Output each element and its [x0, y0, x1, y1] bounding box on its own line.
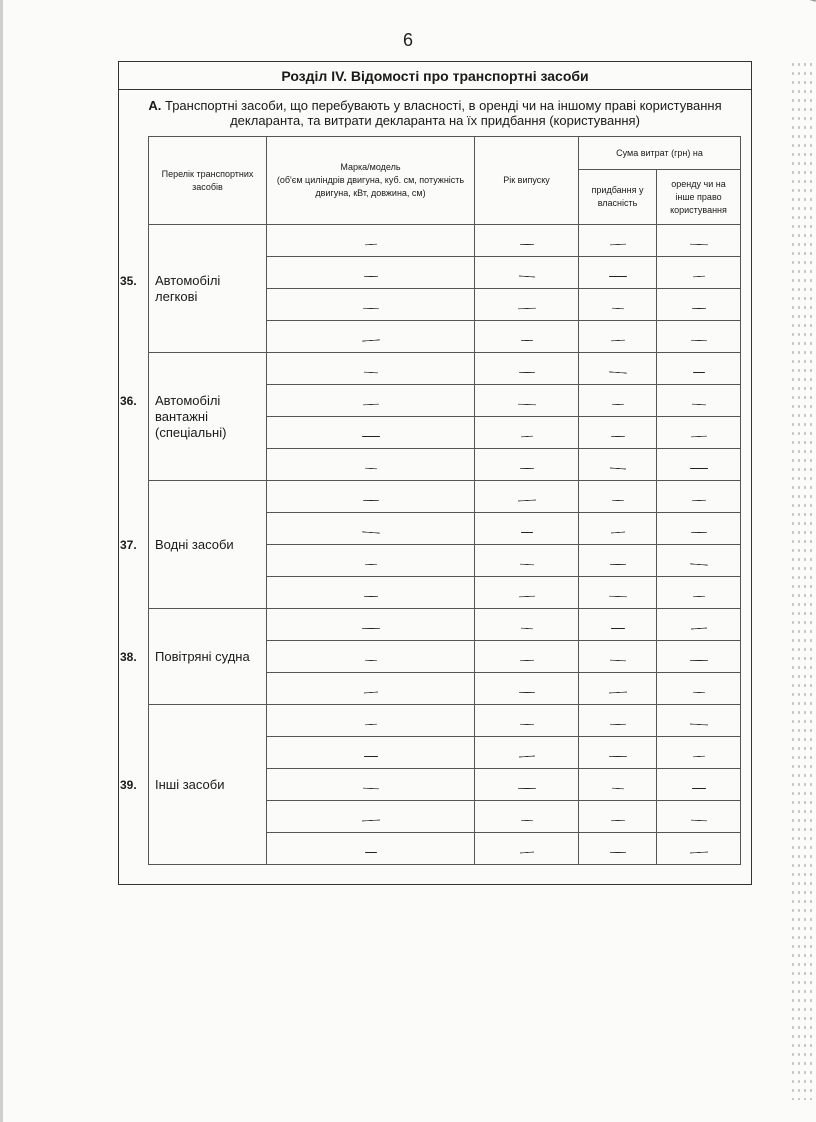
handwritten-dash [518, 691, 534, 692]
handwritten-dash [690, 531, 706, 532]
subsection-heading [119, 98, 751, 128]
handwritten-dash [692, 691, 704, 692]
handwritten-dash [363, 275, 377, 276]
handwritten-dash [365, 852, 377, 853]
empty-value-cell [267, 417, 475, 449]
empty-value-cell [579, 449, 657, 481]
header-brand [267, 137, 475, 225]
header-purchase: придбання у власність [579, 170, 657, 225]
handwritten-dash [609, 243, 625, 245]
handwritten-dash [364, 563, 376, 564]
empty-value-cell [267, 705, 475, 737]
header-year: Рік випуску [475, 137, 579, 225]
empty-value-cell [267, 385, 475, 417]
header-rent: оренду чи на інше право користування [657, 170, 741, 225]
empty-value-cell [267, 225, 475, 257]
empty-value-cell [475, 833, 579, 865]
empty-value-cell [579, 257, 657, 289]
empty-value-cell [657, 609, 741, 641]
handwritten-dash [364, 467, 376, 469]
handwritten-dash [611, 499, 623, 500]
empty-value-cell [579, 481, 657, 513]
empty-value-cell [579, 321, 657, 353]
empty-value-cell [657, 257, 741, 289]
header-sum: Сума витрат (грн) на [579, 137, 741, 170]
empty-value-cell [267, 673, 475, 705]
handwritten-dash [517, 403, 535, 405]
empty-value-cell [475, 353, 579, 385]
empty-value-cell [657, 449, 741, 481]
empty-value-cell [579, 769, 657, 801]
handwritten-dash [362, 436, 380, 437]
category-label [120, 225, 267, 353]
empty-value-cell [475, 321, 579, 353]
handwritten-dash [691, 403, 705, 405]
category-label [120, 353, 267, 481]
handwritten-dash [361, 339, 379, 341]
handwritten-dash [362, 787, 378, 789]
handwritten-dash [690, 819, 706, 821]
empty-value-cell [475, 705, 579, 737]
handwritten-dash [689, 659, 707, 660]
handwritten-dash [521, 532, 533, 533]
handwritten-dash [518, 595, 534, 597]
empty-value-cell [475, 417, 579, 449]
empty-value-cell [657, 769, 741, 801]
empty-value-cell [579, 737, 657, 769]
handwritten-dash [518, 275, 534, 277]
category-name: Автомобілі вантажні (спеціальні) [155, 392, 227, 440]
handwritten-dash [690, 435, 706, 437]
empty-value-cell [579, 545, 657, 577]
empty-value-cell [475, 641, 579, 673]
table-row [149, 225, 741, 257]
empty-value-cell [579, 513, 657, 545]
subsection-line2: декларанта, та витрати декларанта на їх придбання (користування) [230, 113, 640, 128]
empty-value-cell [657, 385, 741, 417]
empty-value-cell [475, 225, 579, 257]
empty-value-cell [475, 289, 579, 321]
handwritten-dash [609, 659, 625, 661]
handwritten-dash [689, 851, 707, 853]
empty-value-cell [657, 289, 741, 321]
empty-value-cell [657, 513, 741, 545]
category-number: 37. [120, 537, 137, 552]
handwritten-dash [519, 243, 533, 244]
empty-value-cell [579, 641, 657, 673]
empty-value-cell [475, 545, 579, 577]
handwritten-dash [692, 275, 704, 277]
empty-value-cell [475, 769, 579, 801]
empty-value-cell [657, 705, 741, 737]
empty-value-cell [475, 609, 579, 641]
page-number: 6 [402, 30, 413, 50]
empty-value-cell [657, 225, 741, 257]
category-number: 35. [120, 273, 137, 288]
empty-value-cell [475, 801, 579, 833]
handwritten-dash [520, 339, 532, 340]
handwritten-dash [609, 563, 625, 564]
empty-value-cell [267, 577, 475, 609]
handwritten-dash [611, 787, 623, 789]
handwritten-dash [519, 563, 533, 565]
header-list: Перелік транспортних засобів [149, 137, 267, 225]
category-number: 38. [120, 649, 137, 664]
handwritten-dash [689, 723, 707, 725]
handwritten-dash [692, 788, 706, 789]
empty-value-cell [657, 321, 741, 353]
handwritten-dash [361, 819, 379, 821]
empty-value-cell [657, 353, 741, 385]
empty-value-cell [579, 289, 657, 321]
handwritten-dash [610, 819, 624, 820]
category-number: 36. [120, 393, 137, 408]
empty-value-cell [579, 801, 657, 833]
handwritten-dash [691, 307, 705, 308]
handwritten-dash [363, 691, 377, 693]
section-frame [118, 61, 752, 885]
empty-value-cell [579, 417, 657, 449]
handwritten-dash [608, 595, 626, 597]
handwritten-dash [610, 339, 624, 341]
empty-value-cell [475, 481, 579, 513]
empty-value-cell [267, 545, 475, 577]
handwritten-dash [519, 659, 533, 660]
handwritten-dash [692, 755, 704, 757]
handwritten-dash [611, 307, 623, 309]
category-label [120, 481, 267, 609]
handwritten-dash [361, 627, 379, 628]
empty-value-cell [475, 449, 579, 481]
empty-value-cell [267, 641, 475, 673]
handwritten-dash [609, 276, 627, 277]
empty-value-cell [657, 833, 741, 865]
handwritten-dash [519, 851, 533, 853]
handwritten-dash [611, 628, 625, 629]
table-row [149, 609, 741, 641]
table-row [149, 481, 741, 513]
empty-value-cell [579, 609, 657, 641]
handwritten-dash [689, 243, 707, 245]
empty-value-cell [579, 673, 657, 705]
page-curl-corner [749, 0, 816, 30]
handwritten-dash [518, 755, 534, 757]
category-name: Інші засоби [155, 776, 225, 792]
handwritten-dash [519, 467, 533, 468]
handwritten-dash [364, 659, 376, 660]
empty-value-cell [267, 737, 475, 769]
empty-value-cell [579, 225, 657, 257]
empty-value-cell [579, 577, 657, 609]
empty-value-cell [267, 513, 475, 545]
empty-value-cell [267, 769, 475, 801]
scan-left-edge [0, 0, 3, 1122]
handwritten-dash [520, 819, 532, 820]
handwritten-dash [362, 499, 378, 500]
empty-value-cell [657, 673, 741, 705]
handwritten-dash [517, 787, 535, 788]
empty-value-cell [475, 737, 579, 769]
table-row [149, 705, 741, 737]
category-number: 39. [120, 777, 137, 792]
empty-value-cell [267, 609, 475, 641]
handwritten-dash [608, 691, 626, 693]
handwritten-dash [609, 851, 625, 852]
vehicles-table-body [120, 225, 741, 865]
handwritten-dash [690, 468, 708, 469]
handwritten-dash [364, 723, 376, 725]
handwritten-dash [363, 371, 377, 373]
header-brand-title: Марка/модель [340, 162, 401, 172]
empty-value-cell [579, 385, 657, 417]
section-title: Розділ IV. Відомості про транспортні засоби [119, 62, 751, 90]
empty-value-cell [267, 321, 475, 353]
empty-value-cell [475, 673, 579, 705]
handwritten-dash [517, 499, 535, 501]
handwritten-dash [690, 627, 706, 629]
subsection-letter: А. [148, 98, 162, 113]
handwritten-dash [363, 595, 377, 596]
binding-perforation [790, 60, 812, 1100]
category-label [120, 609, 267, 705]
handwritten-dash [520, 435, 532, 437]
handwritten-dash [520, 627, 532, 629]
category-name: Водні засоби [155, 536, 234, 552]
handwritten-dash [362, 307, 378, 309]
handwritten-dash [362, 403, 378, 405]
empty-value-cell [267, 353, 475, 385]
empty-value-cell [657, 577, 741, 609]
handwritten-dash [692, 595, 704, 596]
empty-value-cell [579, 705, 657, 737]
category-label [120, 705, 267, 865]
handwritten-dash [610, 531, 624, 533]
subsection-line1: Транспортні засоби, що перебувають у власності, в оренді чи на іншому праві користування [164, 98, 722, 113]
empty-value-cell [267, 833, 475, 865]
handwritten-dash [689, 563, 707, 565]
empty-value-cell [267, 481, 475, 513]
vehicles-table [120, 136, 741, 865]
empty-value-cell [475, 257, 579, 289]
empty-value-cell [657, 801, 741, 833]
empty-value-cell [267, 801, 475, 833]
empty-value-cell [475, 577, 579, 609]
handwritten-dash [608, 371, 626, 373]
empty-value-cell [267, 449, 475, 481]
header-brand-note: (об'єм циліндрів двигуна, куб. см, потужність двигуна, кВт, довжина, см) [276, 175, 465, 198]
handwritten-dash [609, 723, 625, 725]
empty-value-cell [267, 289, 475, 321]
handwritten-dash [611, 403, 623, 404]
handwritten-dash [609, 467, 625, 469]
handwritten-dash [364, 243, 376, 245]
table-row [149, 353, 741, 385]
handwritten-dash [519, 723, 533, 724]
empty-value-cell [475, 385, 579, 417]
category-name: Автомобілі легкові [155, 272, 221, 304]
empty-value-cell [579, 353, 657, 385]
handwritten-dash [610, 435, 624, 436]
handwritten-dash [608, 755, 626, 756]
empty-value-cell [579, 833, 657, 865]
handwritten-dash [693, 372, 705, 373]
empty-value-cell [657, 481, 741, 513]
empty-value-cell [267, 257, 475, 289]
handwritten-dash [691, 499, 705, 500]
empty-value-cell [657, 737, 741, 769]
handwritten-dash [361, 531, 379, 533]
empty-value-cell [657, 545, 741, 577]
empty-value-cell [657, 417, 741, 449]
category-name: Повітряні судна [155, 648, 250, 664]
handwritten-dash [364, 756, 378, 757]
empty-value-cell [475, 513, 579, 545]
handwritten-dash [517, 307, 535, 309]
handwritten-dash [518, 371, 534, 372]
empty-value-cell [657, 641, 741, 673]
handwritten-dash [690, 339, 706, 341]
